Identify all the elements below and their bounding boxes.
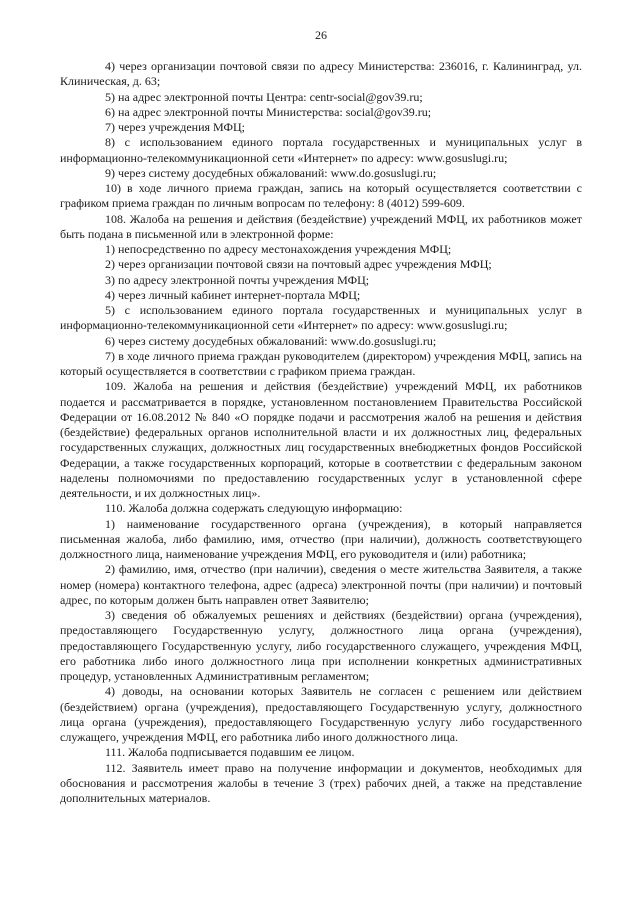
paragraph: 4) через личный кабинет интернет-портала МФЦ; [105,287,361,302]
paragraph: 7) через учреждения МФЦ; [105,120,246,134]
paragraph: 2) фамилию, имя, отчество (при наличии), сведения о месте жительства Заявителя, а также номер (номера) контактного телефона, адрес (адреса) электронной почты (при наличии) и почтовый адрес, по которым должен быть направлен ответ Заявителю; [60,562,582,607]
paragraph: 10) в ходе личного приема граждан, запись на который осуществляется соответствии с графиком приема граждан по личным вопросам по телефону: 8 (4012) 599-609. [60,181,582,211]
paragraph: 6) на адрес электронной почты Министерства: social@gov39.ru; [105,104,432,119]
paragraph: 5) с использованием единого портала государственных и муниципальных услуг в информационно-телекоммуникационной сети «Интернет» по адресу: www.gosuslugi.ru; [60,303,582,333]
paragraph: 3) по адресу электронной почты учреждения МФЦ; [105,272,370,287]
paragraph: 4) через организации почтовой связи по адресу Министерства: 236016, г. Калининград, ул. Клиническая, д. 63; [60,59,582,89]
paragraph: 9) через систему досудебных обжалований: www.do.gosuslugi.ru; [105,165,437,180]
page-number: 26 [315,28,327,42]
paragraph: 1) наименование государственного органа (учреждения), в который направляется письменная жалоба, либо фамилию, имя, отчество (при наличии), должность соответствующего должностного лица, наименование учреждения МФЦ, его руководителя и (или) работника; [60,516,582,561]
paragraph: 109. Жалоба на решения и действия (бездействие) учреждений МФЦ, их работников подается и рассматривается в порядке, установленном постановлением Правительства Российской Федерации от 16.08.2012 № 840 «О порядке подачи и рассмотрения жалоб на решения и действия (бездействие) федеральных органов исполнительной власти и их должностных лиц, федеральных государственных служащих, должностных лиц государственных внебюджетных фондов Российской Федерации, а также государственных корпораций, которые в соответствии с федеральным законом наделены полномочиями по предоставлению государственных услуг в установленной сфере деятельности, и их должностных лиц». [60,379,582,500]
paragraph: 108. Жалоба на решения и действия (бездействие) учреждений МФЦ, их работников может быть подана в письменной или в электронной форме: [60,211,582,241]
paragraph: 4) доводы, на основании которых Заявитель не согласен с решением или действием (бездействием) органа (учреждения), предоставляющего Государственную услугу, должностного лица органа (учреждения), предоставляющего Государственную услугу либо государственного служащего, учреждения МФЦ, его работника либо иного должностного лица. [60,684,582,744]
paragraph: 8) с использованием единого портала государственных и муниципальных услуг в информационно-телекоммуникационной сети «Интернет» по адресу: www.gosuslugi.ru; [60,135,582,165]
paragraph: 3) сведения об обжалуемых решениях и действиях (бездействии) органа (учреждения), предоставляющего Государственную услугу, должностного лица органа (учреждения), предоставляющего Государственную услугу, либо государственного служащего, учреждения МФЦ, его работника либо иного должностного лица при исполнении конкретных административных процедур, установленных Административным регламентом; [60,608,582,683]
paragraph: 6) через систему досудебных обжалований: www.do.gosuslugi.ru; [105,333,437,348]
paragraph: 7) в ходе личного приема граждан руководителем (директором) учреждения МФЦ, запись на который осуществляется в соответствии с графиком приема граждан. [60,348,582,378]
paragraph: 112. Заявитель имеет право на получение информации и документов, необходимых для обоснования и рассмотрения жалобы в течение 3 (трех) рабочих дней, а также на представление дополнительных материалов. [60,760,582,805]
paragraph: 1) непосредственно по адресу местонахождения учреждения МФЦ; [105,242,452,256]
paragraph: 111. Жалоба подписывается подавшим ее лицом. [105,745,355,760]
paragraph: 110. Жалоба должна содержать следующую информацию: [105,501,403,516]
document-body [60,59,582,806]
paragraph: 2) через организации почтовой связи на почтовый адрес учреждения МФЦ; [105,257,492,272]
paragraph: 5) на адрес электронной почты Центра: centr-social@gov39.ru; [105,89,423,104]
